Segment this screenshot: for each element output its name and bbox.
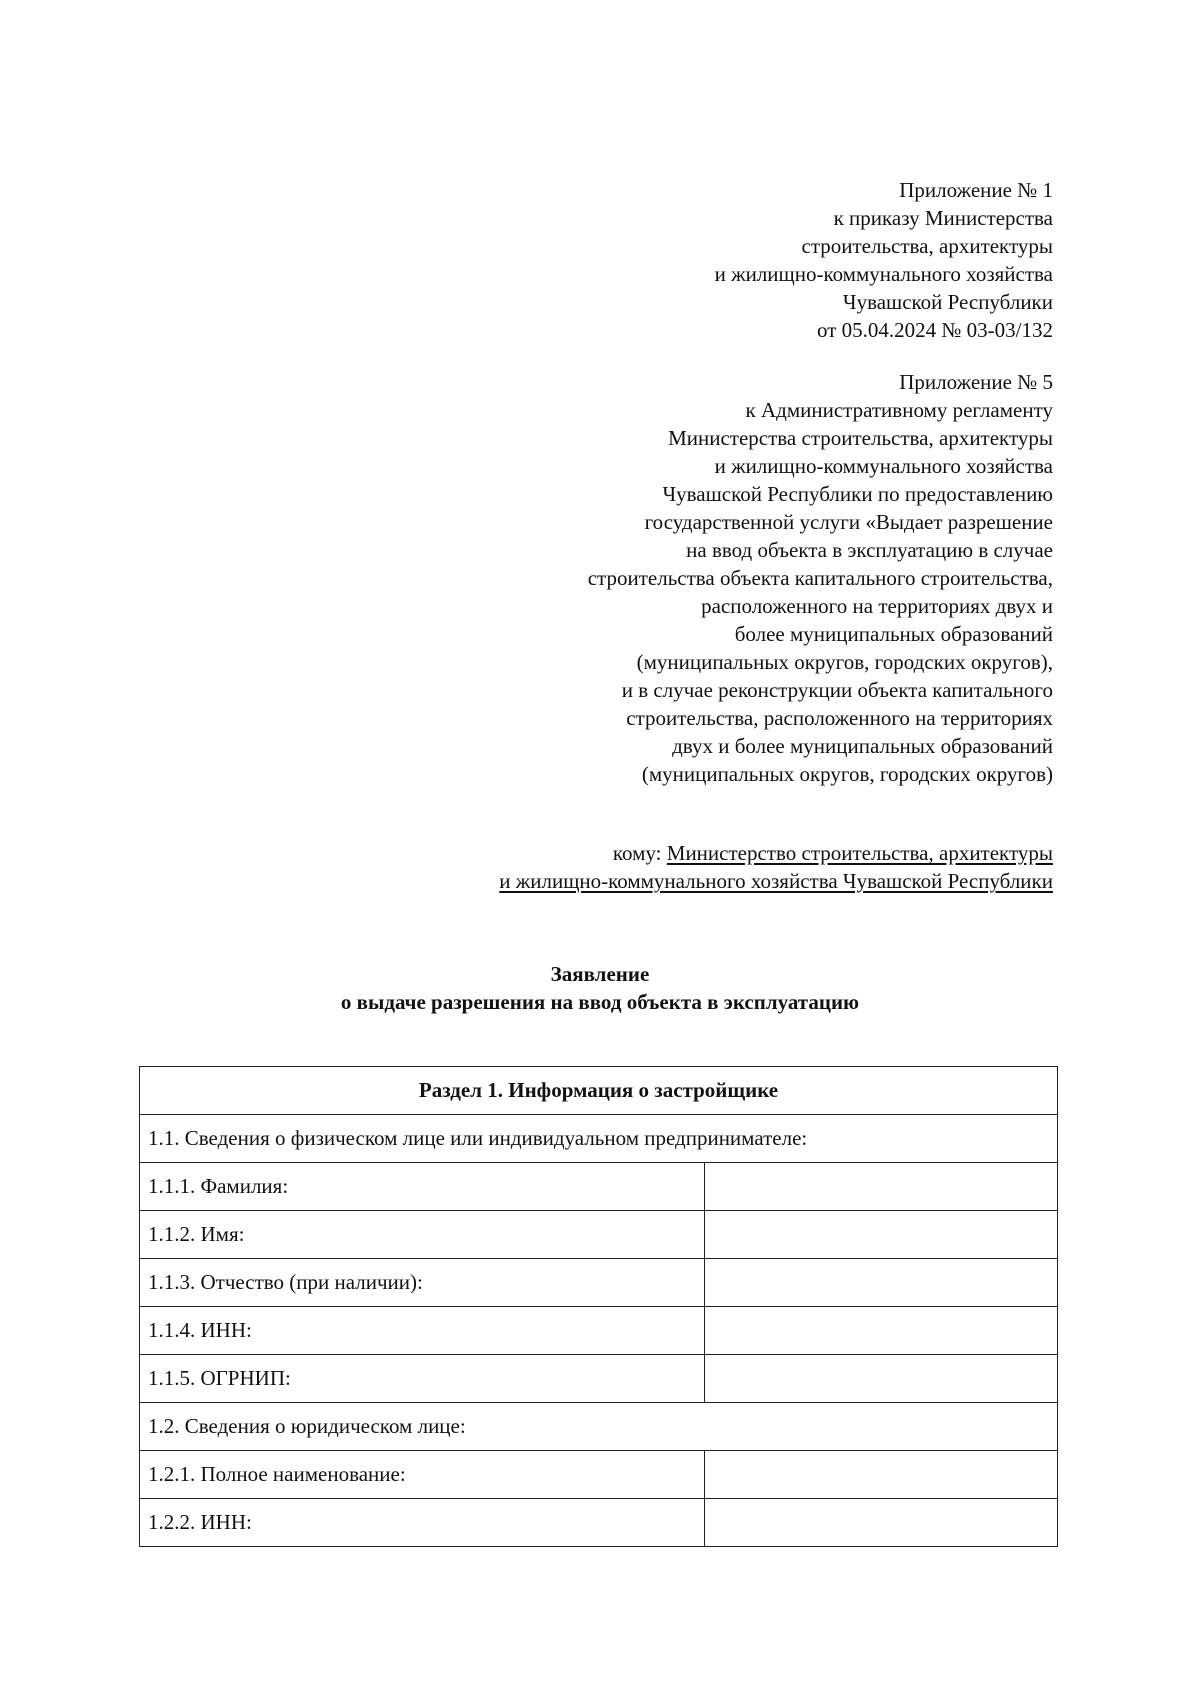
field-label-inn: 1.1.4. ИНН: <box>140 1307 705 1355</box>
table-row <box>140 1451 1058 1499</box>
appendix-5-line: строительства объекта капитального строительства, <box>587 566 1053 590</box>
field-value-legal-inn[interactable] <box>705 1499 1058 1547</box>
appendix-5-line: Чувашской Республики по предоставлению <box>662 482 1053 506</box>
table-row <box>140 1163 1058 1211</box>
table-row <box>140 1211 1058 1259</box>
appendix-5-line: Министерства строительства, архитектуры <box>668 426 1053 450</box>
appendix-1-line: строительства, архитектуры <box>801 234 1053 258</box>
appendix-5-line: и в случае реконструкции объекта капитального <box>621 678 1053 702</box>
document-title <box>0 960 1200 1016</box>
field-value-name[interactable] <box>705 1211 1058 1259</box>
recipient-name-line-1: Министерство строительства, архитектуры <box>666 841 1053 865</box>
appendix-1-header <box>715 176 1053 344</box>
developer-info-table <box>139 1066 1058 1547</box>
table-row <box>140 1499 1058 1547</box>
appendix-5-line: (муниципальных округов, городских округов), <box>636 650 1053 674</box>
appendix-5-line: строительства, расположенного на территориях <box>626 706 1053 730</box>
appendix-1-line: от 05.04.2024 № 03-03/132 <box>816 318 1053 342</box>
field-label-ogrnip: 1.1.5. ОГРНИП: <box>140 1355 705 1403</box>
table-row <box>140 1307 1058 1355</box>
field-label-full-name: 1.2.1. Полное наименование: <box>140 1451 705 1499</box>
table-row <box>140 1067 1058 1115</box>
appendix-1-line: Приложение № 1 <box>899 178 1053 202</box>
field-value-surname[interactable] <box>705 1163 1058 1211</box>
recipient-name-line-2: и жилищно-коммунального хозяйства Чувашской Республики <box>499 869 1053 893</box>
appendix-5-line: Приложение № 5 <box>899 370 1053 394</box>
field-value-patronymic[interactable] <box>705 1259 1058 1307</box>
field-label-name: 1.1.2. Имя: <box>140 1211 705 1259</box>
title-line-2: о выдаче разрешения на ввод объекта в эксплуатацию <box>340 990 860 1014</box>
appendix-5-line: и жилищно-коммунального хозяйства <box>714 454 1053 478</box>
individual-header: 1.1. Сведения о физическом лице или индивидуальном предпринимателе: <box>140 1115 1058 1163</box>
appendix-1-line: Чувашской Республики <box>842 290 1053 314</box>
table-row <box>140 1355 1058 1403</box>
appendix-5-line: на ввод объекта в эксплуатацию в случае <box>686 538 1053 562</box>
section-title: Раздел 1. Информация о застройщике <box>140 1067 1058 1115</box>
appendix-5-line: двух и более муниципальных образований <box>672 734 1053 758</box>
appendix-1-line: к приказу Министерства <box>833 206 1053 230</box>
recipient-line-1 <box>499 839 1053 867</box>
field-label-surname: 1.1.1. Фамилия: <box>140 1163 705 1211</box>
field-value-full-name[interactable] <box>705 1451 1058 1499</box>
legal-header: 1.2. Сведения о юридическом лице: <box>140 1403 1058 1451</box>
appendix-1-line: и жилищно-коммунального хозяйства <box>714 262 1053 286</box>
field-value-ogrnip[interactable] <box>705 1355 1058 1403</box>
appendix-5-line: государственной услуги «Выдает разрешение <box>644 510 1053 534</box>
field-label-legal-inn: 1.2.2. ИНН: <box>140 1499 705 1547</box>
field-label-patronymic: 1.1.3. Отчество (при наличии): <box>140 1259 705 1307</box>
table-row <box>140 1259 1058 1307</box>
recipient-block <box>499 839 1053 895</box>
appendix-5-line: более муниципальных образований <box>734 622 1053 646</box>
appendix-5-line: к Административному регламенту <box>745 398 1053 422</box>
table-row <box>140 1115 1058 1163</box>
title-line-1: Заявление <box>550 962 650 986</box>
recipient-line-2 <box>499 867 1053 895</box>
table-row <box>140 1403 1058 1451</box>
recipient-prefix: кому: <box>612 841 667 865</box>
appendix-5-line: (муниципальных округов, городских округов) <box>641 762 1053 786</box>
field-value-inn[interactable] <box>705 1307 1058 1355</box>
appendix-5-header <box>588 368 1053 788</box>
appendix-5-line: расположенного на территориях двух и <box>701 594 1053 618</box>
